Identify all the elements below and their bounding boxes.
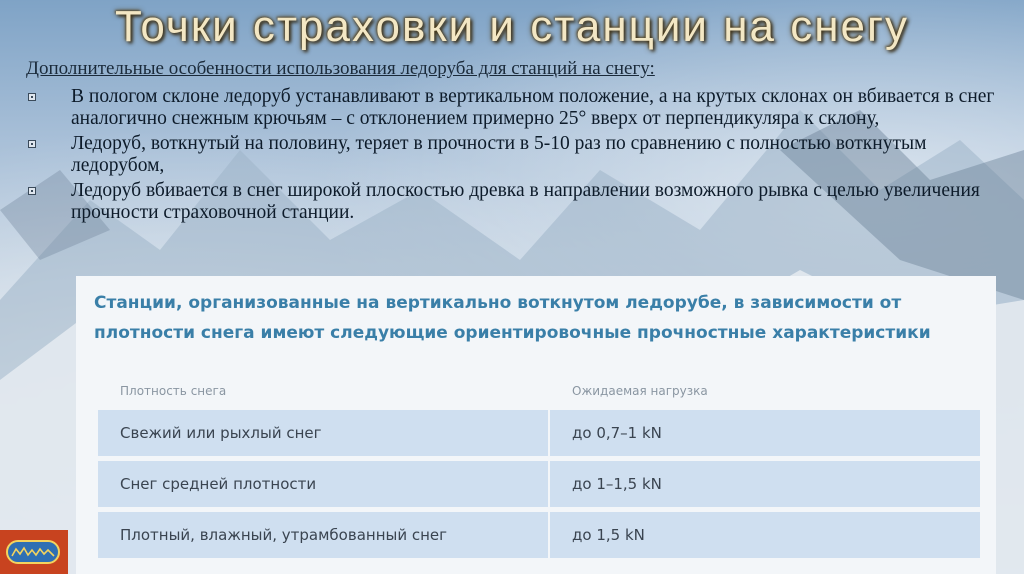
slide-title: Точки страховки и станции на снегу [114, 2, 910, 51]
logo [0, 530, 68, 574]
bullet-square-icon [28, 187, 36, 195]
strength-table-panel [76, 276, 996, 574]
cell-load: до 1–1,5 kN [572, 475, 662, 493]
table-row [98, 410, 980, 456]
cell-divider [548, 410, 550, 456]
cell-density: Снег средней плотности [120, 475, 317, 493]
bullet-item [26, 86, 1006, 130]
bullet-text: Ледоруб вбивается в снег широкой плоскостью древка в направлении возможного рывка с целью увеличения прочности страховочной станции. [71, 180, 980, 223]
column-header-load: Ожидаемая нагрузка [572, 384, 708, 398]
cell-density: Свежий или рыхлый снег [120, 424, 322, 442]
table-row [98, 512, 980, 558]
bullet-square-icon [28, 140, 36, 148]
cell-divider [548, 461, 550, 507]
bullet-item [26, 180, 1006, 224]
panel-title: Станции, организованные на вертикально воткнутом ледорубе, в зависимости от плотности снега имеют следующие ориентировочные прочностные характеристики [94, 293, 931, 343]
column-header-density: Плотность снега [120, 384, 227, 398]
cell-divider [548, 512, 550, 558]
logo-icon [6, 540, 60, 564]
cell-load: до 0,7–1 kN [572, 424, 662, 442]
cell-density: Плотный, влажный, утрамбованный снег [120, 526, 448, 544]
table-row [98, 461, 980, 507]
bullet-item [26, 133, 1006, 177]
subheading: Дополнительные особенности использования ледоруба для станций на снегу: [26, 58, 655, 79]
table-header [98, 376, 980, 410]
strength-table [98, 376, 980, 563]
bullet-list [26, 86, 1006, 227]
cell-load: до 1,5 kN [572, 526, 645, 544]
bullet-text: Ледоруб, воткнутый на половину, теряет в прочности в 5-10 раз по сравнению с полностью воткнутым ледорубом, [71, 133, 927, 176]
bullet-square-icon [28, 93, 36, 101]
bullet-text: В пологом склоне ледоруб устанавливают в вертикальном положение, а на крутых склонах он вбивается в снег аналогично снежным крючьям – с отклонением примерно 25° вверх от перпендикуляра к склону, [71, 86, 995, 129]
